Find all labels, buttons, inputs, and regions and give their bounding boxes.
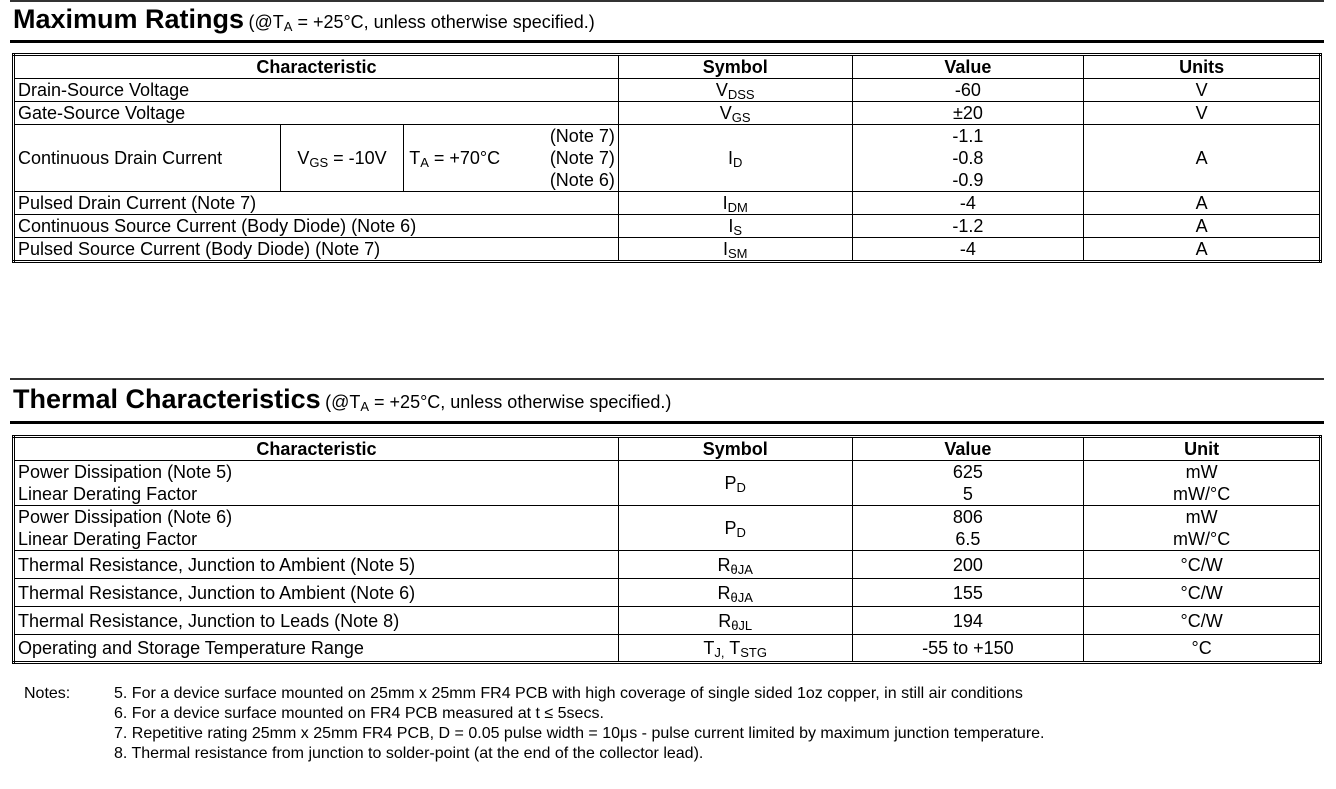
value-cell: 194 <box>852 607 1084 635</box>
notes-stack <box>550 125 615 191</box>
symbol-cell <box>618 607 852 635</box>
header-units: Units <box>1084 55 1321 79</box>
max-ratings-condition <box>249 12 595 32</box>
value-cell: -4 <box>852 192 1084 215</box>
table-row-power <box>14 461 1321 506</box>
cond-suffix: = +25°C, unless otherwise specified.) <box>369 392 672 412</box>
table-header-row <box>14 55 1321 79</box>
unit-line: mW <box>1185 462 1218 482</box>
unit-cell: A <box>1084 238 1321 262</box>
table-row <box>14 102 1321 125</box>
max-ratings-table <box>12 53 1322 263</box>
ta-val: = +70°C <box>428 148 501 168</box>
sym-sub: S <box>733 223 743 238</box>
sym-main: P <box>724 473 737 493</box>
ta-notes-cell <box>404 125 619 192</box>
unit-line: mW <box>1185 507 1218 527</box>
max-ratings-rule <box>10 40 1324 43</box>
sym-main: R <box>718 610 732 631</box>
value-cell: -60 <box>852 79 1084 102</box>
value-line: 625 <box>952 462 983 482</box>
note-ref: (Note 7) <box>549 148 615 168</box>
value-line: -1.1 <box>952 126 984 146</box>
sym-main: I <box>722 239 728 259</box>
sym-main: R <box>717 554 731 575</box>
table-row-power <box>14 506 1321 551</box>
symbol-cell <box>618 238 852 262</box>
thermal-rule <box>10 421 1324 424</box>
vgs-val: = -10V <box>328 148 387 168</box>
header-symbol: Symbol <box>618 437 852 461</box>
char-cell: Gate-Source Voltage <box>14 102 619 125</box>
value-cell <box>852 125 1084 192</box>
note-item: 8. Thermal resistance from junction to solder-point (at the end of the collector lead). <box>114 745 704 762</box>
char-cell: Pulsed Drain Current (Note 7) <box>14 192 619 215</box>
thermal-condition <box>325 392 671 412</box>
sym-sub: θJL <box>731 617 753 633</box>
header-value: Value <box>852 437 1084 461</box>
char-cell: Operating and Storage Temperature Range <box>14 635 619 663</box>
char-cell: Thermal Resistance, Junction to Leads (Note 8) <box>14 607 619 635</box>
value-cell: 200 <box>852 551 1084 579</box>
sym-main: T <box>724 638 741 658</box>
value-cell <box>852 461 1084 506</box>
sym-main: R <box>717 582 731 603</box>
table-row <box>14 215 1321 238</box>
header-symbol: Symbol <box>618 55 852 79</box>
char-cell: Thermal Resistance, Junction to Ambient (Note 6) <box>14 579 619 607</box>
table-header-row <box>14 437 1321 461</box>
symbol-cell <box>618 506 852 551</box>
table-row <box>14 607 1321 635</box>
char-cell: Continuous Drain Current <box>14 125 281 192</box>
char-cell: Drain-Source Voltage <box>14 79 619 102</box>
unit-cell: °C/W <box>1084 607 1321 635</box>
symbol-cell <box>618 461 852 506</box>
unit-cell: °C/W <box>1084 579 1321 607</box>
table-row <box>14 635 1321 663</box>
symbol-cell <box>618 635 852 663</box>
symbol-cell <box>618 192 852 215</box>
char-cell: Continuous Source Current (Body Diode) (Note 6) <box>14 215 619 238</box>
sym-main: V <box>719 103 732 123</box>
notes-list <box>114 684 1045 764</box>
vgs-cell <box>280 125 403 192</box>
unit-line: mW/°C <box>1173 529 1231 549</box>
thermal-top-rule <box>10 378 1324 380</box>
table-row <box>14 238 1321 262</box>
sym-main: I <box>728 216 734 236</box>
value-line: -0.9 <box>952 170 984 190</box>
unit-cell <box>1084 461 1321 506</box>
ta-condition <box>409 147 500 169</box>
note-item: 6. For a device surface mounted on FR4 PCB measured at t ≤ 5secs. <box>114 705 604 722</box>
header-characteristic: Characteristic <box>14 55 619 79</box>
max-ratings-title: Maximum Ratings <box>13 4 245 34</box>
sym-main: I <box>727 148 733 168</box>
char-cell: Thermal Resistance, Junction to Ambient (Note 5) <box>14 551 619 579</box>
header-value: Value <box>852 55 1084 79</box>
ta-sub: A <box>420 155 429 170</box>
unit-cell: °C <box>1084 635 1321 663</box>
thermal-heading <box>13 384 671 415</box>
sym-sub: D <box>736 480 746 495</box>
thermal-title: Thermal Characteristics <box>13 384 321 414</box>
cond-prefix: (@T <box>248 12 284 32</box>
note-item: 7. Repetitive rating 25mm x 25mm FR4 PCB, D = 0.05 pulse width = 10μs - pulse current limited by maximum junction temperature. <box>114 725 1045 742</box>
sym-sub: GS <box>731 110 751 125</box>
max-ratings-heading <box>13 4 595 35</box>
symbol-cell <box>618 215 852 238</box>
header-characteristic: Characteristic <box>14 437 619 461</box>
symbol-cell <box>618 102 852 125</box>
unit-line: mW/°C <box>1173 484 1231 504</box>
unit-cell: A <box>1084 215 1321 238</box>
vgs-sub: GS <box>309 155 329 170</box>
sym-sub: θJA <box>730 561 753 577</box>
value-line: 6.5 <box>955 529 981 549</box>
note-ref: (Note 7) <box>549 126 615 146</box>
value-cell: -4 <box>852 238 1084 262</box>
value-cell <box>852 506 1084 551</box>
note-item: 5. For a device surface mounted on 25mm x 25mm FR4 PCB with high coverage of single sided 1oz copper, in still air conditions <box>114 685 1023 702</box>
sym-main: T <box>703 638 715 658</box>
cond-sub: A <box>283 19 293 34</box>
cond-prefix: (@T <box>325 392 361 412</box>
sym-sub: DSS <box>727 87 755 102</box>
table-row-continuous-drain <box>14 125 1321 192</box>
sym-main: P <box>724 518 737 538</box>
char-cell <box>14 461 619 506</box>
symbol-cell <box>618 125 852 192</box>
value-cell: -1.2 <box>852 215 1084 238</box>
cond-sub: A <box>360 399 370 414</box>
top-rule <box>10 0 1324 2</box>
sym-sub: D <box>733 155 743 170</box>
vgs-main: V <box>297 148 310 168</box>
symbol-cell <box>618 551 852 579</box>
symbol-cell <box>618 79 852 102</box>
sym-sub: STG <box>740 645 767 660</box>
sym-main: I <box>722 193 728 213</box>
value-cell: -55 to +150 <box>852 635 1084 663</box>
value-cell: 155 <box>852 579 1084 607</box>
notes-label: Notes: <box>24 685 71 702</box>
char-cell: Pulsed Source Current (Body Diode) (Note 7) <box>14 238 619 262</box>
value-line: -0.8 <box>952 148 984 168</box>
symbol-cell <box>618 579 852 607</box>
char-line: Power Dissipation (Note 6) <box>18 507 233 527</box>
sym-sub: D <box>736 525 746 540</box>
unit-cell <box>1084 506 1321 551</box>
unit-cell: V <box>1084 102 1321 125</box>
sym-sub: SM <box>727 246 748 261</box>
char-line: Linear Derating Factor <box>18 484 198 504</box>
char-cell <box>14 506 619 551</box>
table-row <box>14 192 1321 215</box>
cond-suffix: = +25°C, unless otherwise specified.) <box>292 12 595 32</box>
sym-main: V <box>715 80 728 100</box>
unit-cell: A <box>1084 192 1321 215</box>
sym-sub: θJA <box>730 589 753 605</box>
value-cell: ±20 <box>852 102 1084 125</box>
unit-cell: °C/W <box>1084 551 1321 579</box>
note-ref: (Note 6) <box>549 170 615 190</box>
sym-sub: DM <box>727 200 748 215</box>
sym-sub: J, <box>714 645 725 660</box>
table-row <box>14 551 1321 579</box>
char-line: Power Dissipation (Note 5) <box>18 462 233 482</box>
unit-cell: V <box>1084 79 1321 102</box>
char-line: Linear Derating Factor <box>18 529 198 549</box>
header-unit: Unit <box>1084 437 1321 461</box>
table-row <box>14 579 1321 607</box>
thermal-table <box>12 435 1322 664</box>
ta-main: T <box>409 148 421 168</box>
value-line: 5 <box>962 484 973 504</box>
unit-cell: A <box>1084 125 1321 192</box>
value-line: 806 <box>952 507 983 527</box>
table-row <box>14 79 1321 102</box>
